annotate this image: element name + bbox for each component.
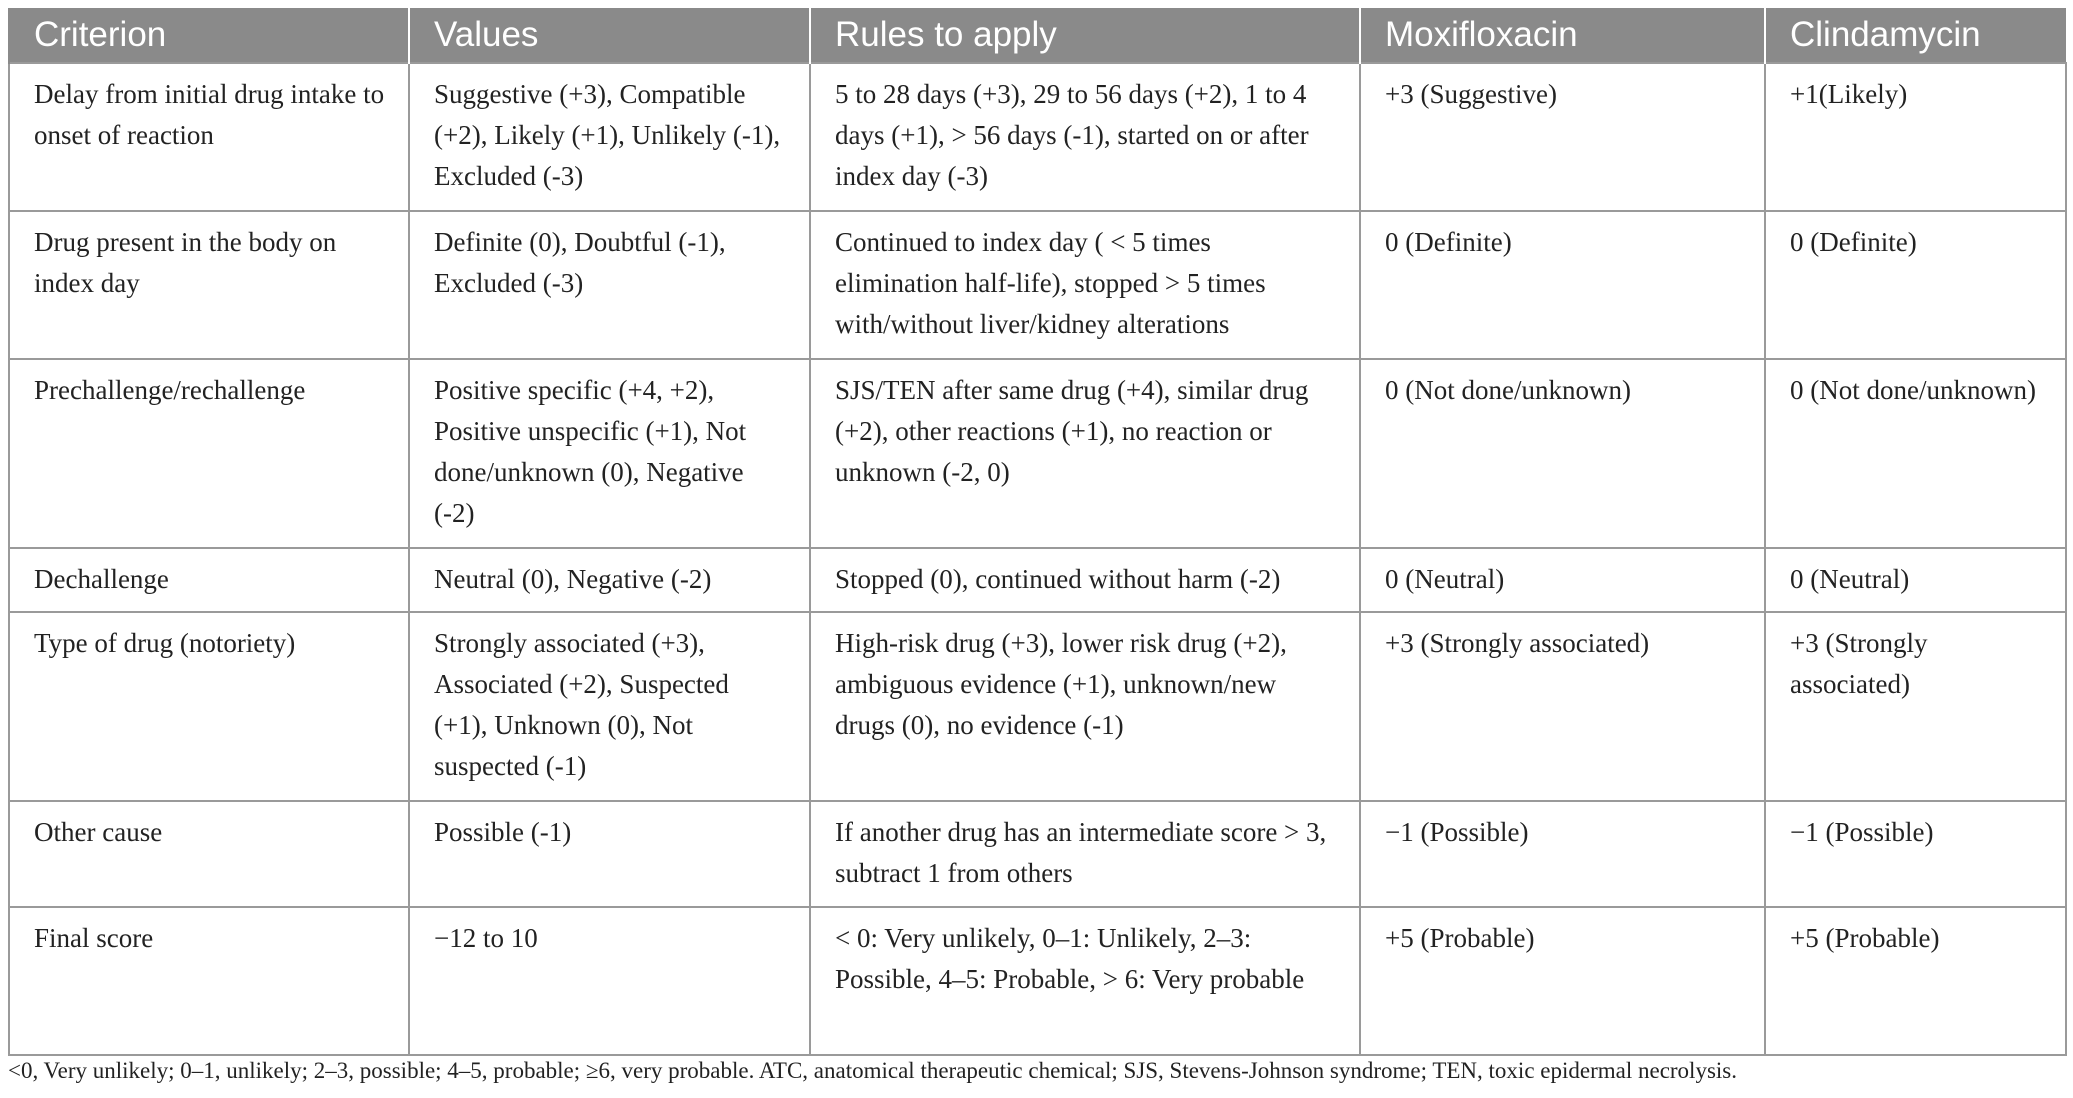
cell-clindamycin: +5 (Probable) <box>1765 907 2066 1055</box>
cell-criterion: Delay from initial drug intake to onset of reaction <box>9 63 409 211</box>
table-row <box>9 548 2066 612</box>
drug-causality-table <box>8 8 2067 1056</box>
cell-criterion: Prechallenge/rechallenge <box>9 359 409 548</box>
cell-rules: < 0: Very unlikely, 0–1: Unlikely, 2–3: Possible, 4–5: Probable, > 6: Very probable <box>810 907 1360 1055</box>
criteria-table-container <box>8 8 2065 1056</box>
cell-rules: High-risk drug (+3), lower risk drug (+2), ambiguous evidence (+1), unknown/new drugs (0), no evidence (-1) <box>810 612 1360 801</box>
cell-moxifloxacin: 0 (Not done/unknown) <box>1360 359 1765 548</box>
header-values: Values <box>409 8 810 63</box>
cell-clindamycin: +1(Likely) <box>1765 63 2066 211</box>
cell-criterion: Dechallenge <box>9 548 409 612</box>
cell-moxifloxacin: 0 (Neutral) <box>1360 548 1765 612</box>
cell-values: Definite (0), Doubtful (-1), Excluded (-3) <box>409 211 810 359</box>
cell-values: Possible (-1) <box>409 801 810 907</box>
cell-values: Suggestive (+3), Compatible (+2), Likely (+1), Unlikely (-1), Excluded (-3) <box>409 63 810 211</box>
cell-moxifloxacin: −1 (Possible) <box>1360 801 1765 907</box>
cell-moxifloxacin: +3 (Suggestive) <box>1360 63 1765 211</box>
cell-clindamycin: +3 (Strongly associated) <box>1765 612 2066 801</box>
header-clindamycin: Clindamycin <box>1765 8 2066 63</box>
table-row <box>9 612 2066 801</box>
cell-rules: Stopped (0), continued without harm (-2) <box>810 548 1360 612</box>
cell-clindamycin: 0 (Neutral) <box>1765 548 2066 612</box>
cell-moxifloxacin: 0 (Definite) <box>1360 211 1765 359</box>
cell-values: Positive specific (+4, +2), Positive unspecific (+1), Not done/unknown (0), Negative (-2) <box>409 359 810 548</box>
table-footnote: <0, Very unlikely; 0–1, unlikely; 2–3, possible; 4–5, probable; ≥6, very probable. ATC, anatomical therapeutic chemical; SJS, Stevens-Johnson syndrome; TEN, toxic epidermal necrolysis. <box>8 1058 1737 1083</box>
cell-criterion: Final score <box>9 907 409 1055</box>
cell-rules: SJS/TEN after same drug (+4), similar drug (+2), other reactions (+1), no reaction or unknown (-2, 0) <box>810 359 1360 548</box>
table-row <box>9 359 2066 548</box>
cell-values: Neutral (0), Negative (-2) <box>409 548 810 612</box>
cell-clindamycin: 0 (Not done/unknown) <box>1765 359 2066 548</box>
cell-values: −12 to 10 <box>409 907 810 1055</box>
cell-rules: Continued to index day ( < 5 times elimination half-life), stopped > 5 times with/without liver/kidney alterations <box>810 211 1360 359</box>
cell-rules: If another drug has an intermediate score > 3, subtract 1 from others <box>810 801 1360 907</box>
table-row <box>9 211 2066 359</box>
cell-rules: 5 to 28 days (+3), 29 to 56 days (+2), 1 to 4 days (+1), > 56 days (-1), started on or after index day (-3) <box>810 63 1360 211</box>
header-moxifloxacin: Moxifloxacin <box>1360 8 1765 63</box>
cell-values: Strongly associated (+3), Associated (+2), Suspected (+1), Unknown (0), Not suspected (-1) <box>409 612 810 801</box>
header-criterion: Criterion <box>9 8 409 63</box>
header-rules: Rules to apply <box>810 8 1360 63</box>
cell-criterion: Other cause <box>9 801 409 907</box>
cell-moxifloxacin: +5 (Probable) <box>1360 907 1765 1055</box>
cell-criterion: Type of drug (notoriety) <box>9 612 409 801</box>
cell-moxifloxacin: +3 (Strongly associated) <box>1360 612 1765 801</box>
cell-clindamycin: −1 (Possible) <box>1765 801 2066 907</box>
cell-clindamycin: 0 (Definite) <box>1765 211 2066 359</box>
table-row <box>9 801 2066 907</box>
table-header-row <box>9 8 2066 63</box>
table-row <box>9 907 2066 1055</box>
cell-criterion: Drug present in the body on index day <box>9 211 409 359</box>
table-row <box>9 63 2066 211</box>
